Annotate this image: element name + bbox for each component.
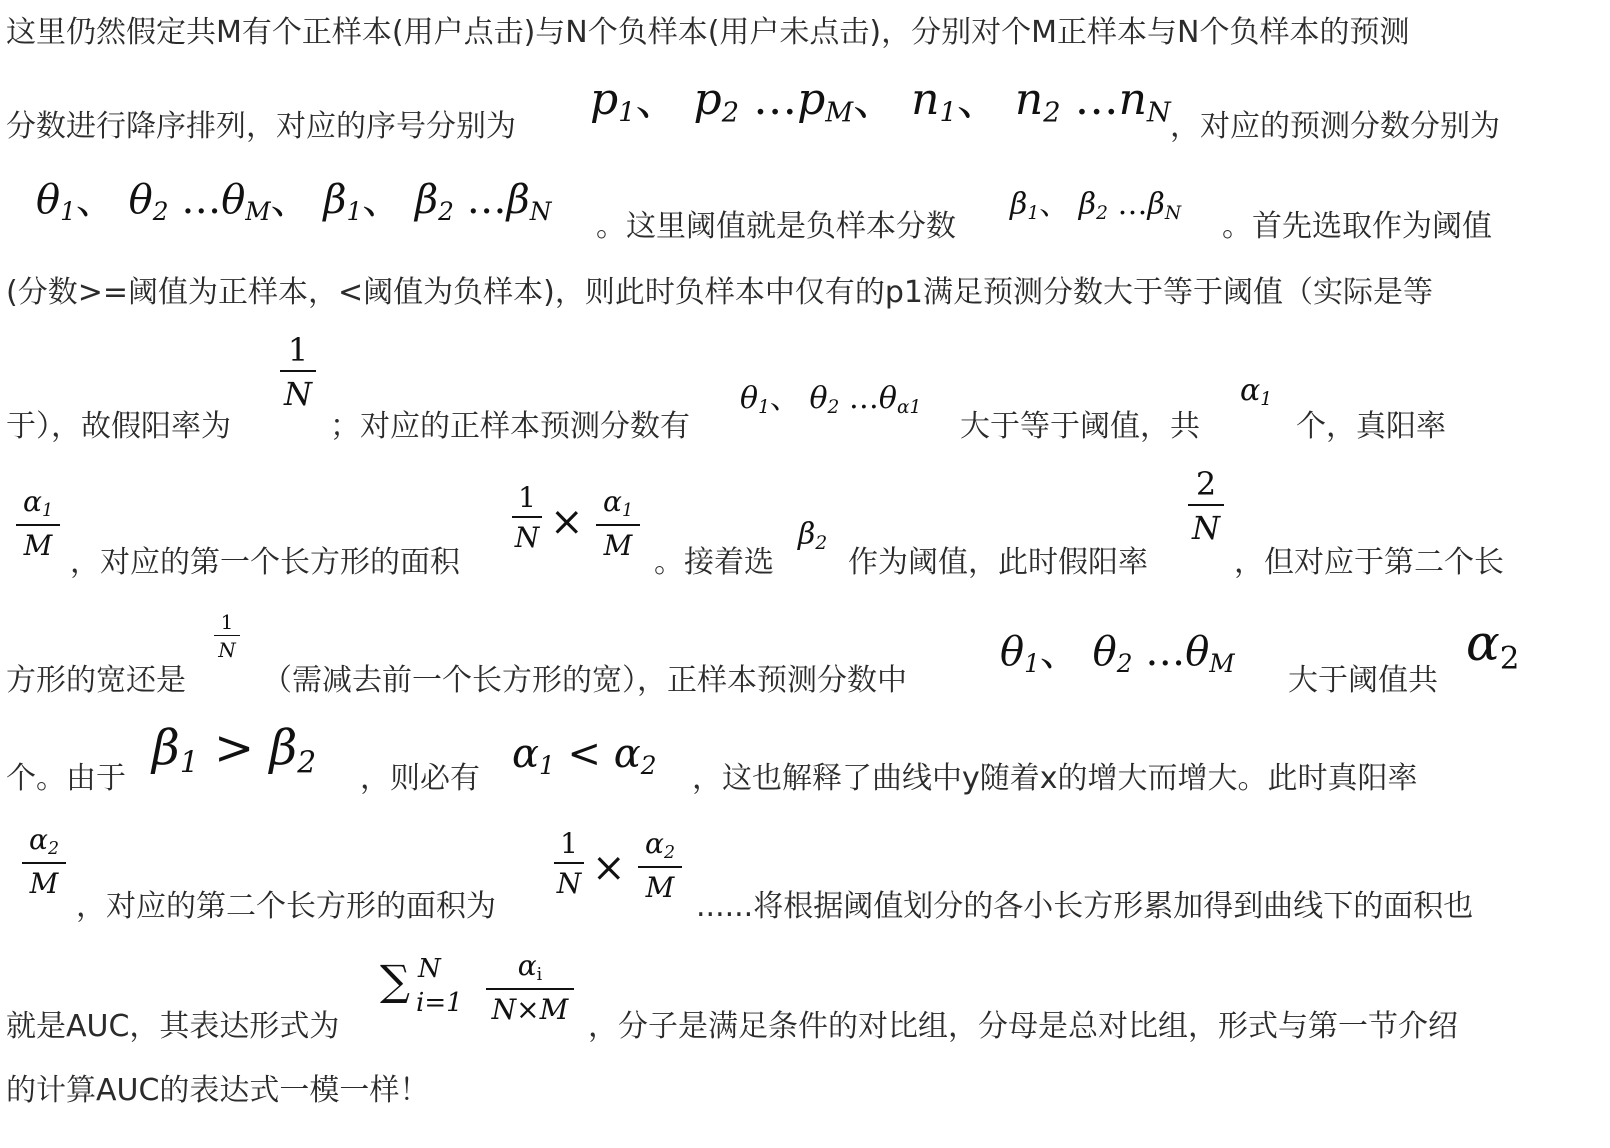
fraction-alpha1-over-M: $\alpha_1$ M bbox=[16, 488, 60, 560]
fraction-1-over-N: 1 N bbox=[512, 484, 542, 552]
text-segment: 分数进行降序排列，对应的序号分别为 bbox=[6, 109, 516, 144]
math-beta2: $\beta_2$ bbox=[798, 517, 828, 555]
text-segment: 。接着选 bbox=[654, 545, 774, 580]
math-theta-sequence: $\theta_1$、 $\theta_2$ $\dots\theta_M$ bbox=[1000, 629, 1235, 678]
fraction-1-over-N: 1 N bbox=[554, 830, 584, 898]
text-segment: ，对应的第二个长方形的面积为 bbox=[76, 889, 496, 924]
math-sequence-pn: $p_1$、 $p_2$ $\dots p_M$、 $n_1$、 $n_2$ $\dots n_N$ bbox=[590, 74, 1171, 129]
math-theta-alpha1: $\theta_1$、 $\theta_2$ $\dots\theta_{\alpha 1}$ bbox=[740, 381, 922, 419]
fraction-alpha2-over-M: $\alpha_2$ M bbox=[22, 826, 66, 898]
math-sequence-theta-beta: $\theta_1$、 $\theta_2$ $\dots\theta_M$、 $\beta_1$、 $\beta_2$ $\dots\beta_N$ bbox=[36, 177, 552, 226]
math-summation-upper: N bbox=[418, 954, 441, 984]
text-segment: ，对应的预测分数分别为 bbox=[1170, 109, 1500, 144]
text-segment: ，分子是满足条件的对比组，分母是总对比组，形式与第一节介绍 bbox=[588, 1009, 1458, 1044]
fraction-2-over-N: 2 N bbox=[1188, 468, 1224, 544]
text-segment: 大于阈值共 bbox=[1288, 663, 1438, 698]
text-segment: 。这里阈值就是负样本分数 bbox=[596, 209, 956, 244]
text-segment: 。首先选取作为阈值 bbox=[1222, 209, 1492, 244]
fraction-1-over-N-small: 1 N bbox=[214, 612, 240, 660]
paragraph-line-1: 这里仍然假定共M有个正样本(用户点击)与N个负样本(用户未点击)，分别对个M正样本与N个负样本的预测 bbox=[6, 15, 1410, 50]
math-alpha1: $\alpha_1$ bbox=[1240, 373, 1273, 411]
math-sequence-beta: $\beta_1$、 $\beta_2$ $\dots\beta_N$ bbox=[1010, 187, 1182, 225]
text-segment: 就是AUC，其表达形式为 bbox=[6, 1009, 340, 1044]
math-beta1-gt-beta2: $\beta_1 > \beta_2$ bbox=[152, 720, 317, 781]
text-segment: ；对应的正样本预测分数有 bbox=[330, 409, 690, 444]
text-segment: 个。由于 bbox=[6, 761, 126, 796]
times-sign: × bbox=[592, 845, 626, 891]
text-segment: 个，真阳率 bbox=[1296, 409, 1446, 444]
fraction-alpha1-over-M: $\alpha_1$ M bbox=[596, 488, 640, 560]
times-sign: × bbox=[550, 499, 584, 545]
math-alpha1-lt-alpha2: $\alpha_1 < \alpha_2$ bbox=[512, 731, 657, 780]
paragraph-line-4: (分数>=阈值为正样本，<阈值为负样本)，则此时负样本中仅有的p1满足预测分数大于等于阈值（实际是等 bbox=[6, 275, 1433, 310]
fraction-alpha2-over-M: $\alpha_2$ M bbox=[638, 830, 682, 902]
text-segment: ，这也解释了曲线中y随着x的增大而增大。此时真阳率 bbox=[692, 761, 1418, 796]
text-segment: （需减去前一个长方形的宽），正样本预测分数中 bbox=[262, 663, 907, 698]
text-segment: 作为阈值，此时假阳率 bbox=[848, 545, 1148, 580]
text-segment: ，则必有 bbox=[360, 761, 480, 796]
text-segment: ，对应的第一个长方形的面积 bbox=[70, 545, 460, 580]
text-segment: ，但对应于第二个长 bbox=[1234, 545, 1504, 580]
text-segment: 大于等于阈值，共 bbox=[960, 409, 1200, 444]
math-summation-lower: i=1 bbox=[416, 988, 463, 1018]
paragraph-line-11: 的计算AUC的表达式一模一样！ bbox=[6, 1073, 430, 1108]
fraction-1-over-N: 1 N bbox=[280, 334, 316, 410]
math-summation: ∑ bbox=[380, 956, 410, 1005]
text-segment: 于），故假阳率为 bbox=[6, 409, 231, 444]
text-segment: 方形的宽还是 bbox=[6, 663, 186, 698]
fraction-alpha-i-over-NM: $\alpha_i$ N×M bbox=[486, 952, 574, 1024]
text-segment: ......将根据阈值划分的各小长方形累加得到曲线下的面积也 bbox=[696, 889, 1474, 924]
math-alpha2-large: $\alpha_2$ bbox=[1466, 614, 1520, 677]
